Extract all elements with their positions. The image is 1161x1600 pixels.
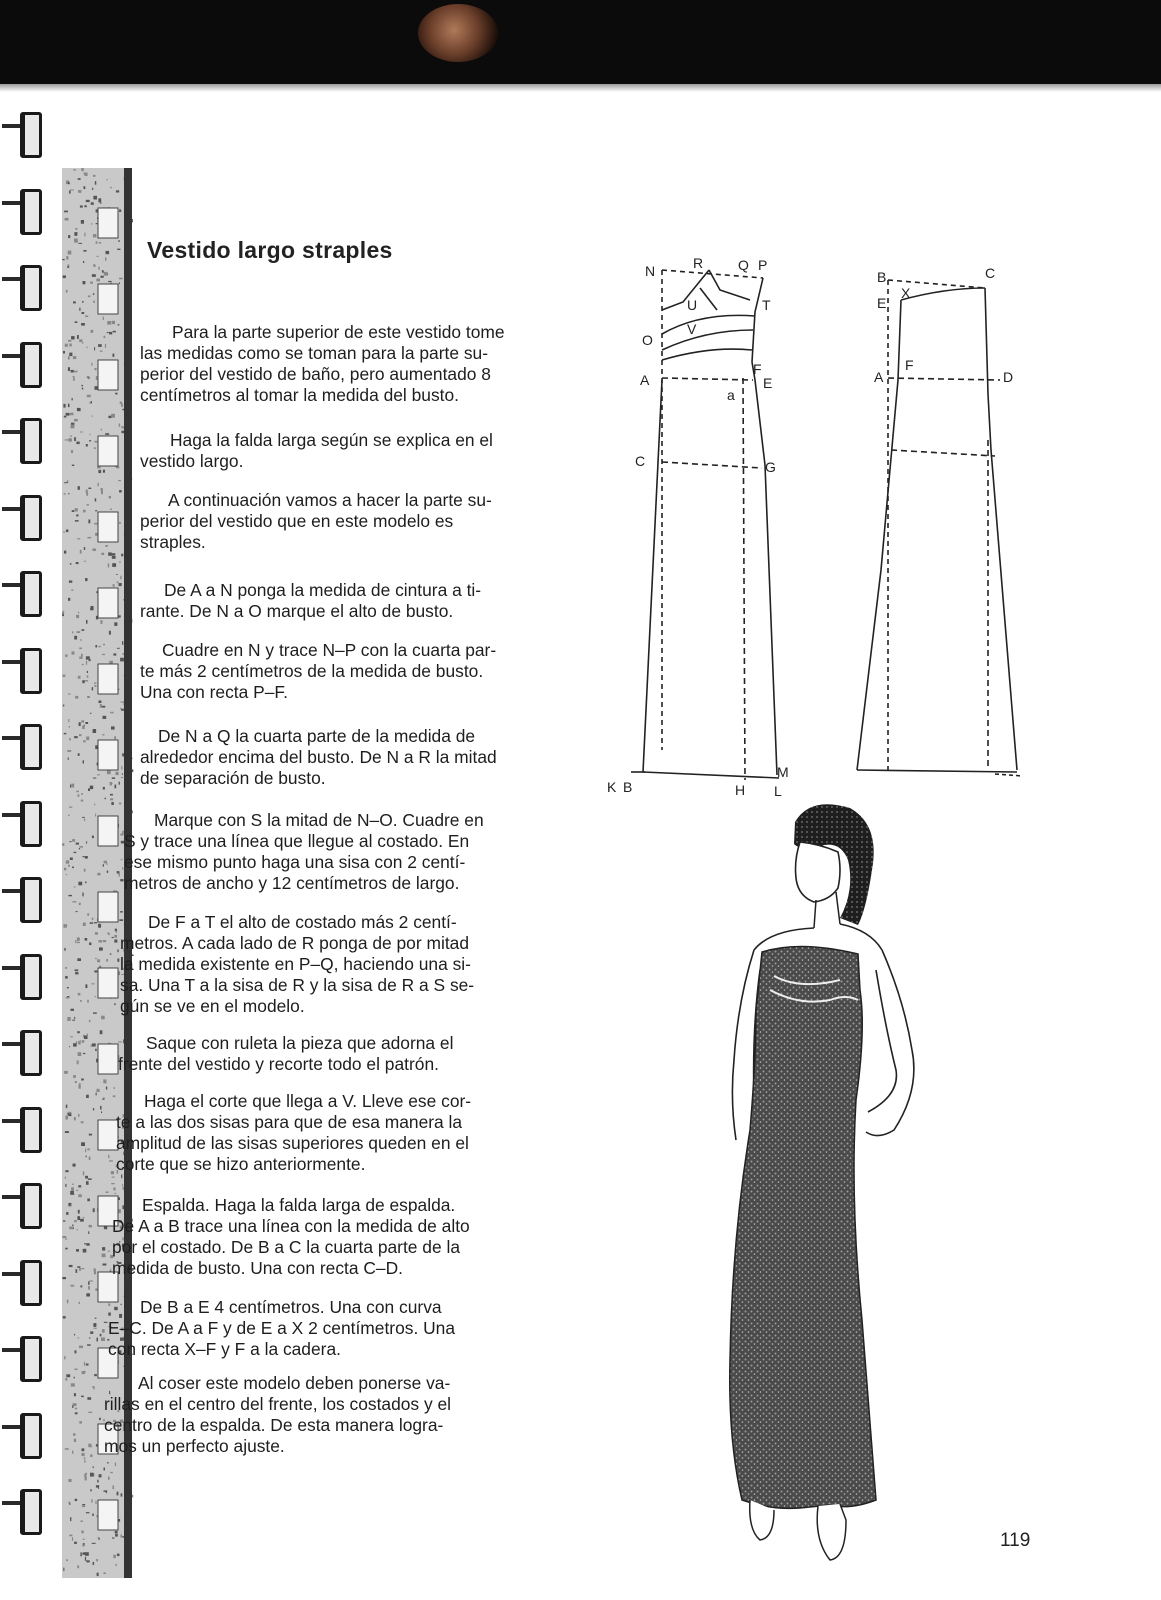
paragraph	[108, 1318, 556, 1360]
text-line: sa. Una T a la sisa de R y la sisa de R a S se-	[120, 975, 475, 995]
label-F: F	[753, 361, 762, 377]
text-line: mos un perfecto ajuste.	[104, 1436, 285, 1456]
label-A: A	[640, 372, 650, 388]
paragraph	[114, 1195, 562, 1216]
text-line: alrededor encima del busto. De N a R la mitad	[140, 747, 497, 767]
label-G: G	[765, 459, 776, 475]
paragraph	[140, 747, 588, 789]
text-line: A continuación vamos a hacer la parte su-	[168, 490, 492, 510]
label-Q: Q	[738, 257, 749, 273]
text-line: Para la parte superior de este vestido tome	[172, 322, 505, 342]
label-N: N	[645, 263, 656, 279]
foot-right	[817, 1504, 846, 1560]
paragraph	[118, 1054, 566, 1075]
text-line: Haga el corte que llega a V. Lleve ese cor-	[144, 1091, 472, 1111]
text-line: De N a Q la cuarta parte de la medida de	[158, 726, 476, 746]
label-A: A	[874, 369, 884, 385]
text-line: Marque con S la mitad de N–O. Cuadre en	[154, 810, 484, 830]
paragraph	[116, 1091, 564, 1112]
paragraph	[106, 1373, 554, 1394]
label-K: K	[607, 779, 617, 795]
text-line: de separación de busto.	[140, 768, 326, 788]
paragraph	[120, 933, 568, 1017]
paragraph	[140, 322, 588, 343]
text-line: E–C. De A a F y de E a X 2 centímetros. Una	[108, 1318, 456, 1338]
dress	[730, 946, 876, 1508]
paragraph	[124, 912, 572, 933]
paragraph	[112, 1216, 560, 1279]
label-E: E	[763, 375, 773, 391]
text-line: Haga la falda larga según se explica en el	[170, 430, 493, 450]
text-line: Cuadre en N y trace N–P con la cuarta par-	[162, 640, 497, 660]
label-a: a	[727, 387, 735, 403]
label-T: T	[762, 297, 771, 313]
label-O: O	[642, 332, 653, 348]
text-line: rillas en el centro del frente, los costados y el	[104, 1394, 452, 1414]
page-number: 119	[1000, 1530, 1031, 1551]
page-title: Vestido largo straples	[147, 237, 393, 263]
paragraph	[118, 1033, 566, 1054]
dress-illustration	[690, 800, 940, 1570]
text-line: ese mismo punto haga una sisa con 2 centí-	[124, 852, 466, 872]
label-M: M	[777, 764, 789, 780]
label-R: R	[693, 255, 704, 271]
back-pattern	[857, 280, 1023, 776]
front-pattern	[631, 270, 779, 780]
paragraph	[140, 490, 588, 511]
text-line: De F a T el alto de costado más 2 centí-	[148, 912, 457, 932]
paragraph	[140, 451, 588, 472]
label-B: B	[877, 269, 887, 285]
label-E: E	[877, 295, 887, 311]
text-line: por el costado. De B a C la cuarta parte de la	[112, 1237, 461, 1257]
text-line: te más 2 centímetros de la medida de busto.	[140, 661, 484, 681]
label-B: B	[623, 779, 633, 795]
text-line: amplitud de las sisas superiores queden en el	[116, 1133, 469, 1153]
paragraph	[140, 343, 588, 406]
pattern-diagrams	[605, 250, 1035, 810]
paragraph	[140, 511, 588, 553]
text-line: las medidas como se toman para la parte su-	[140, 343, 488, 363]
text-line: te a las dos sisas para que de esa manera la	[116, 1112, 463, 1132]
text-line: con recta X–F y F a la cadera.	[108, 1339, 341, 1359]
text-line: corte que se hizo anteriormente.	[116, 1154, 366, 1174]
paragraph	[110, 1297, 558, 1318]
text-line: S y trace una línea que llegue al costado. En	[124, 831, 470, 851]
label-H: H	[735, 782, 746, 798]
label-F: F	[905, 357, 914, 373]
text-line: straples.	[140, 532, 206, 552]
face	[796, 842, 841, 902]
text-line: frente del vestido y recorte todo el patrón.	[118, 1054, 439, 1074]
label-X: X	[901, 285, 911, 301]
shoulders	[754, 924, 882, 950]
text-line: Una con recta P–F.	[140, 682, 288, 702]
text-line: perior del vestido de baño, pero aumentado 8	[140, 364, 491, 384]
paragraph	[116, 1112, 564, 1175]
text-line: gún se ve en el modelo.	[120, 996, 305, 1016]
text-line: medida de busto. Una con recta C–D.	[112, 1258, 403, 1278]
paragraph	[140, 640, 588, 661]
arm-right	[866, 950, 914, 1136]
back-pattern-labels	[874, 265, 1013, 385]
text-line: centro de la espalda. De esta manera logra-	[104, 1415, 444, 1435]
text-line: Saque con ruleta la pieza que adorna el	[146, 1033, 454, 1053]
text-line: centímetros al tomar la medida del busto.	[140, 385, 459, 405]
paragraph	[140, 661, 588, 703]
label-D: D	[1003, 369, 1014, 385]
paragraph	[124, 831, 572, 894]
text-line: metros. A cada lado de R ponga de por mitad	[120, 933, 470, 953]
text-line: la medida existente en P–Q, haciendo una si-	[120, 954, 471, 974]
text-line: Espalda. Haga la falda larga de espalda.	[142, 1195, 456, 1215]
paragraph	[140, 601, 588, 622]
text-line: De A a N ponga la medida de cintura a ti-	[164, 580, 482, 600]
paragraph	[140, 726, 588, 747]
text-line: metros de ancho y 12 centímetros de largo.	[124, 873, 460, 893]
paragraph	[140, 430, 588, 451]
paragraph	[140, 810, 588, 831]
text-line: De A a B trace una línea con la medida de alto	[112, 1216, 470, 1236]
text-line: Al coser este modelo deben ponerse va-	[138, 1373, 451, 1393]
text-line: vestido largo.	[140, 451, 244, 471]
label-P: P	[758, 257, 768, 273]
paragraph	[140, 580, 588, 601]
label-L: L	[774, 783, 782, 799]
text-line: De B a E 4 centímetros. Una con curva	[140, 1297, 442, 1317]
paragraph	[104, 1394, 552, 1457]
label-C: C	[985, 265, 996, 281]
label-U: U	[687, 297, 698, 313]
text-line: perior del vestido que en este modelo es	[140, 511, 454, 531]
label-C: C	[635, 453, 646, 469]
label-V: V	[687, 321, 697, 337]
text-line: rante. De N a O marque el alto de busto.	[140, 601, 454, 621]
